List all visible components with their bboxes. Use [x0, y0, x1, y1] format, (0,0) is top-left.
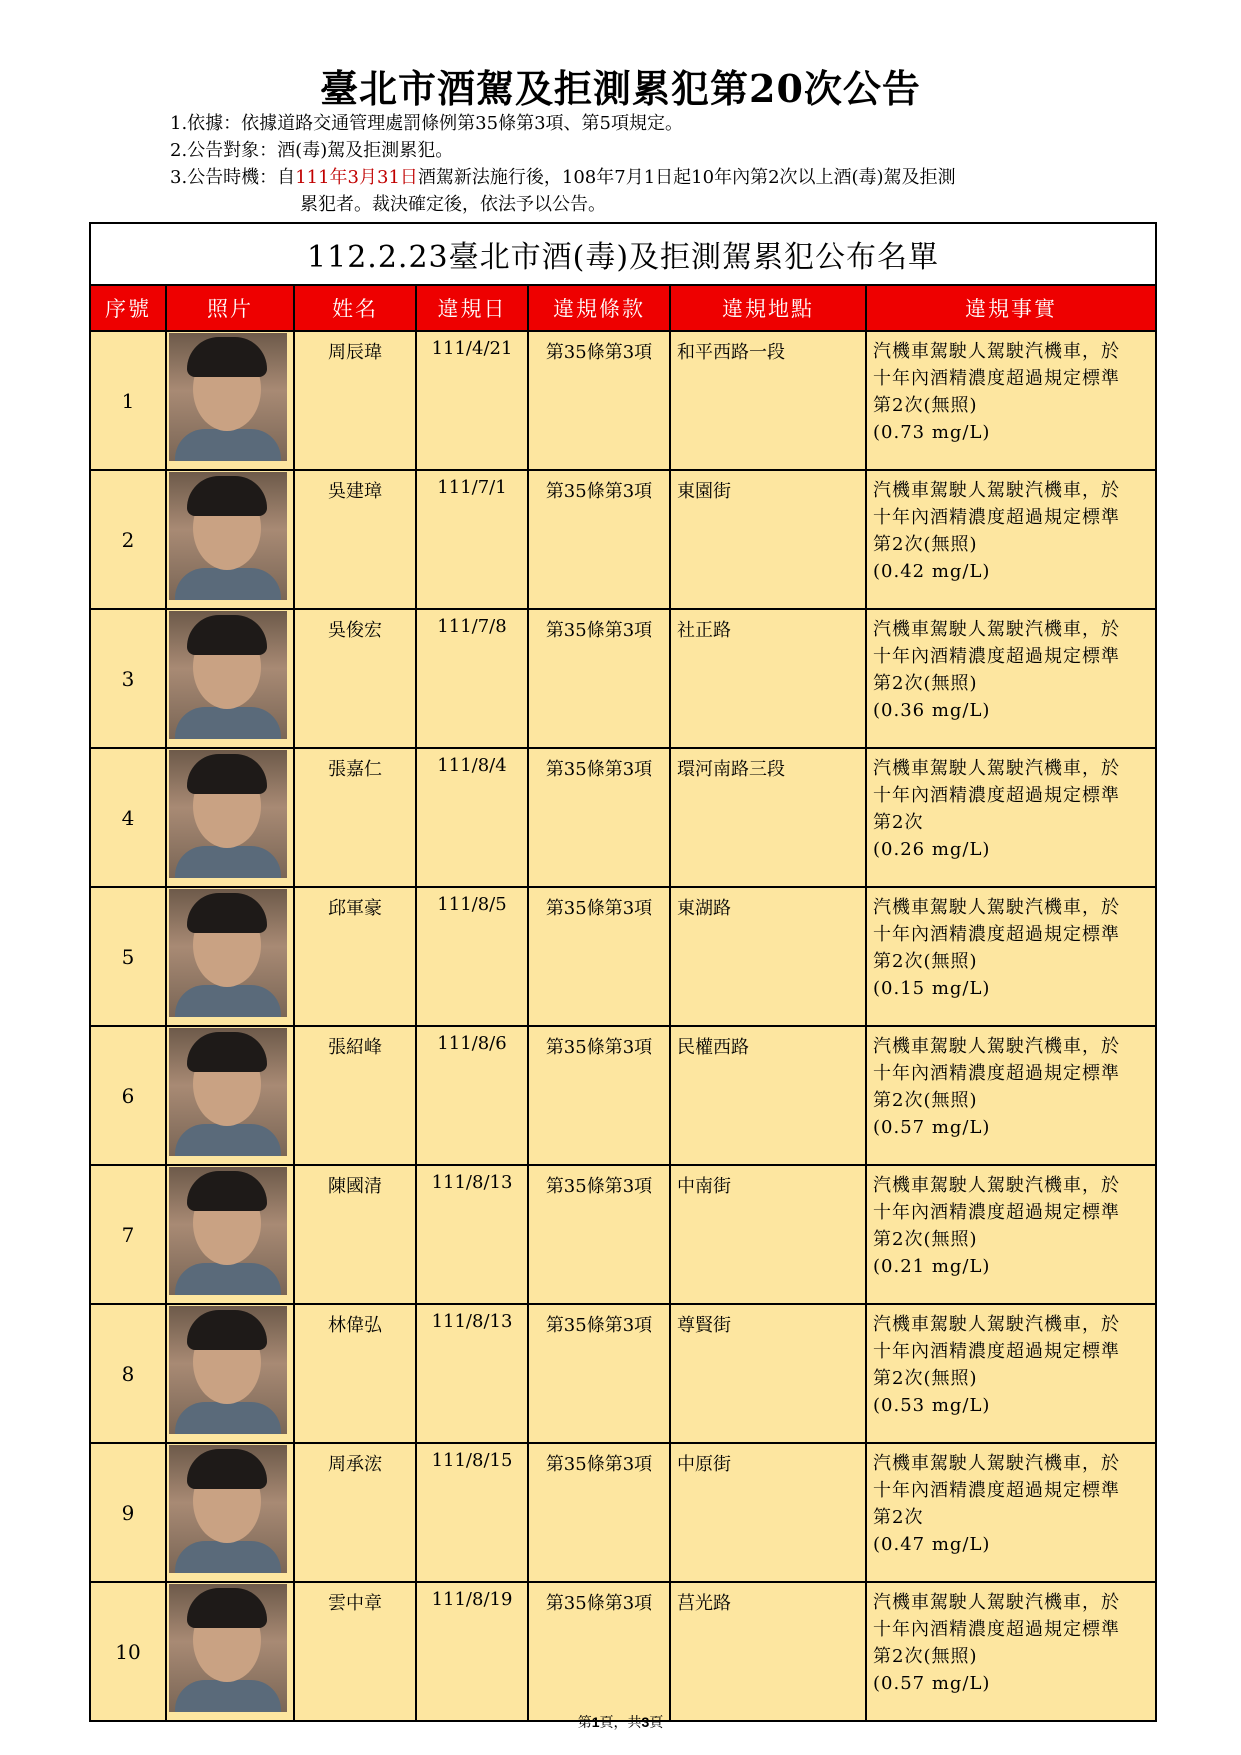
fact-bac-value: (0.21 mg/L) [873, 1256, 991, 1277]
table-row [90, 1582, 1156, 1721]
header-law: 違規條款 [528, 285, 670, 331]
row-number: 4 [90, 748, 166, 887]
violation-fact [866, 609, 1156, 748]
violation-place: 中原街 [670, 1443, 866, 1582]
fact-line: 十年內酒精濃度超過規定標準 [873, 507, 1120, 528]
table-row [90, 1443, 1156, 1582]
violation-date: 111/8/15 [416, 1443, 528, 1582]
offender-photo [169, 750, 287, 878]
offender-name: 周承浤 [294, 1443, 416, 1582]
row-number: 10 [90, 1582, 166, 1721]
violation-place: 和平西路一段 [670, 331, 866, 470]
row-number: 6 [90, 1026, 166, 1165]
offender-photo [169, 472, 287, 600]
fact-line: 汽機車駕駛人駕駛汽機車，於 [873, 758, 1120, 779]
fact-line: 汽機車駕駛人駕駛汽機車，於 [873, 1592, 1120, 1613]
footer-prefix: 第 [577, 1714, 592, 1730]
table-row [90, 331, 1156, 470]
table-row [90, 609, 1156, 748]
table-row [90, 887, 1156, 1026]
violation-fact [866, 748, 1156, 887]
violation-law: 第35條第3項 [528, 331, 670, 470]
note-timing [170, 164, 956, 191]
fact-line: 汽機車駕駛人駕駛汽機車，於 [873, 480, 1120, 501]
table-row [90, 748, 1156, 887]
photo-cell [166, 609, 294, 748]
table-row [90, 1026, 1156, 1165]
fact-line: 十年內酒精濃度超過規定標準 [873, 646, 1120, 667]
photo-cell [166, 470, 294, 609]
fact-line: 第2次(無照) [873, 1229, 978, 1250]
violation-date: 111/7/8 [416, 609, 528, 748]
row-number: 2 [90, 470, 166, 609]
offender-name: 周辰瑋 [294, 331, 416, 470]
footer-page-number: 1 [591, 1714, 600, 1730]
photo-cell [166, 1165, 294, 1304]
header-date: 違規日 [416, 285, 528, 331]
violation-place: 環河南路三段 [670, 748, 866, 887]
note-timing-date: 111年3月31日 [295, 167, 418, 188]
note-timing-cont: 累犯者。裁決確定後，依法予以公告。 [300, 194, 606, 215]
offender-photo [169, 1445, 287, 1573]
fact-bac-value: (0.47 mg/L) [873, 1534, 991, 1555]
violation-fact [866, 1582, 1156, 1721]
violation-date: 111/4/21 [416, 331, 528, 470]
offender-name: 雲中章 [294, 1582, 416, 1721]
row-number: 8 [90, 1304, 166, 1443]
fact-bac-value: (0.57 mg/L) [873, 1673, 991, 1694]
fact-line: 汽機車駕駛人駕駛汽機車，於 [873, 619, 1120, 640]
photo-cell [166, 1026, 294, 1165]
fact-line: 十年內酒精濃度超過規定標準 [873, 1619, 1120, 1640]
fact-line: 十年內酒精濃度超過規定標準 [873, 1202, 1120, 1223]
violation-date: 111/8/5 [416, 887, 528, 1026]
violation-law: 第35條第3項 [528, 1026, 670, 1165]
offender-name: 吳建璋 [294, 470, 416, 609]
offender-table-wrap [89, 222, 1155, 1722]
violation-place: 東園街 [670, 470, 866, 609]
violation-fact [866, 1026, 1156, 1165]
fact-bac-value: (0.73 mg/L) [873, 422, 991, 443]
violation-place: 社正路 [670, 609, 866, 748]
page-title: 臺北市酒駕及拒測累犯第20次公告 [320, 66, 921, 111]
row-number: 3 [90, 609, 166, 748]
offender-name: 張紹峰 [294, 1026, 416, 1165]
fact-bac-value: (0.53 mg/L) [873, 1395, 991, 1416]
row-number: 1 [90, 331, 166, 470]
fact-bac-value: (0.26 mg/L) [873, 839, 991, 860]
photo-cell [166, 1582, 294, 1721]
fact-line: 汽機車駕駛人駕駛汽機車，於 [873, 1314, 1120, 1335]
violation-fact [866, 887, 1156, 1026]
fact-line: 十年內酒精濃度超過規定標準 [873, 1341, 1120, 1362]
violation-law: 第35條第3項 [528, 470, 670, 609]
fact-line: 十年內酒精濃度超過規定標準 [873, 1063, 1120, 1084]
offender-name: 吳俊宏 [294, 609, 416, 748]
photo-cell [166, 1304, 294, 1443]
violation-law: 第35條第3項 [528, 748, 670, 887]
fact-line: 第2次 [873, 1507, 924, 1528]
violation-fact [866, 1443, 1156, 1582]
violation-place: 東湖路 [670, 887, 866, 1026]
violation-fact [866, 470, 1156, 609]
fact-line: 第2次(無照) [873, 1368, 978, 1389]
violation-place: 尊賢街 [670, 1304, 866, 1443]
header-place: 違規地點 [670, 285, 866, 331]
offender-name: 邱軍豪 [294, 887, 416, 1026]
fact-line: 十年內酒精濃度超過規定標準 [873, 785, 1120, 806]
note-target: 2.公告對象：酒(毒)駕及拒測累犯。 [170, 140, 454, 161]
header-fact: 違規事實 [866, 285, 1156, 331]
offender-name: 陳國清 [294, 1165, 416, 1304]
offender-photo [169, 611, 287, 739]
row-number: 7 [90, 1165, 166, 1304]
fact-line: 十年內酒精濃度超過規定標準 [873, 1480, 1120, 1501]
fact-line: 汽機車駕駛人駕駛汽機車，於 [873, 897, 1120, 918]
violation-date: 111/8/6 [416, 1026, 528, 1165]
violation-date: 111/8/19 [416, 1582, 528, 1721]
violation-law: 第35條第3項 [528, 1443, 670, 1582]
photo-cell [166, 331, 294, 470]
footer-page-total: 3 [641, 1714, 650, 1730]
fact-bac-value: (0.42 mg/L) [873, 561, 991, 582]
table-row [90, 1165, 1156, 1304]
fact-line: 第2次(無照) [873, 1090, 978, 1111]
table-title: 112.2.23臺北市酒(毒)及拒測駕累犯公布名單 [90, 223, 1156, 285]
fact-line: 汽機車駕駛人駕駛汽機車，於 [873, 1036, 1120, 1057]
offender-photo [169, 1584, 287, 1712]
note-basis: 1.依據：依據道路交通管理處罰條例第35條第3項、第5項規定。 [170, 113, 683, 134]
notice-notes [170, 110, 956, 218]
violation-law: 第35條第3項 [528, 1582, 670, 1721]
violation-place: 莒光路 [670, 1582, 866, 1721]
footer-suffix: 頁 [649, 1714, 664, 1730]
note-timing-prefix: 3.公告時機：自 [170, 167, 296, 188]
violation-place: 中南街 [670, 1165, 866, 1304]
header-no: 序號 [90, 285, 166, 331]
violation-law: 第35條第3項 [528, 1165, 670, 1304]
fact-line: 第2次(無照) [873, 534, 978, 555]
table-row [90, 470, 1156, 609]
offender-photo [169, 333, 287, 461]
offender-photo [169, 1306, 287, 1434]
note-timing-suffix: 酒駕新法施行後，108年7月1日起10年內第2次以上酒(毒)駕及拒測 [417, 167, 956, 188]
violation-law: 第35條第3項 [528, 609, 670, 748]
violation-date: 111/7/1 [416, 470, 528, 609]
header-name: 姓名 [294, 285, 416, 331]
offender-photo [169, 889, 287, 1017]
fact-bac-value: (0.57 mg/L) [873, 1117, 991, 1138]
violation-date: 111/8/13 [416, 1304, 528, 1443]
violation-place: 民權西路 [670, 1026, 866, 1165]
fact-line: 十年內酒精濃度超過規定標準 [873, 924, 1120, 945]
photo-cell [166, 748, 294, 887]
footer-middle: 頁，共 [599, 1714, 642, 1730]
violation-law: 第35條第3項 [528, 887, 670, 1026]
fact-line: 第2次 [873, 812, 924, 833]
offender-name: 林偉弘 [294, 1304, 416, 1443]
violation-date: 111/8/4 [416, 748, 528, 887]
fact-line: 汽機車駕駛人駕駛汽機車，於 [873, 341, 1120, 362]
fact-line: 十年內酒精濃度超過規定標準 [873, 368, 1120, 389]
fact-line: 汽機車駕駛人駕駛汽機車，於 [873, 1175, 1120, 1196]
offender-table [89, 222, 1157, 1722]
fact-line: 第2次(無照) [873, 1646, 978, 1667]
violation-fact [866, 1165, 1156, 1304]
offender-photo [169, 1167, 287, 1295]
offender-photo [169, 1028, 287, 1156]
fact-line: 第2次(無照) [873, 673, 978, 694]
photo-cell [166, 887, 294, 1026]
fact-line: 第2次(無照) [873, 951, 978, 972]
fact-line: 第2次(無照) [873, 395, 978, 416]
fact-bac-value: (0.15 mg/L) [873, 978, 991, 999]
fact-line: 汽機車駕駛人駕駛汽機車，於 [873, 1453, 1120, 1474]
violation-fact [866, 331, 1156, 470]
violation-law: 第35條第3項 [528, 1304, 670, 1443]
offender-name: 張嘉仁 [294, 748, 416, 887]
fact-bac-value: (0.36 mg/L) [873, 700, 991, 721]
photo-cell [166, 1443, 294, 1582]
row-number: 5 [90, 887, 166, 1026]
violation-date: 111/8/13 [416, 1165, 528, 1304]
violation-fact [866, 1304, 1156, 1443]
header-photo: 照片 [166, 285, 294, 331]
row-number: 9 [90, 1443, 166, 1582]
table-row [90, 1304, 1156, 1443]
page-footer [0, 1712, 1241, 1732]
